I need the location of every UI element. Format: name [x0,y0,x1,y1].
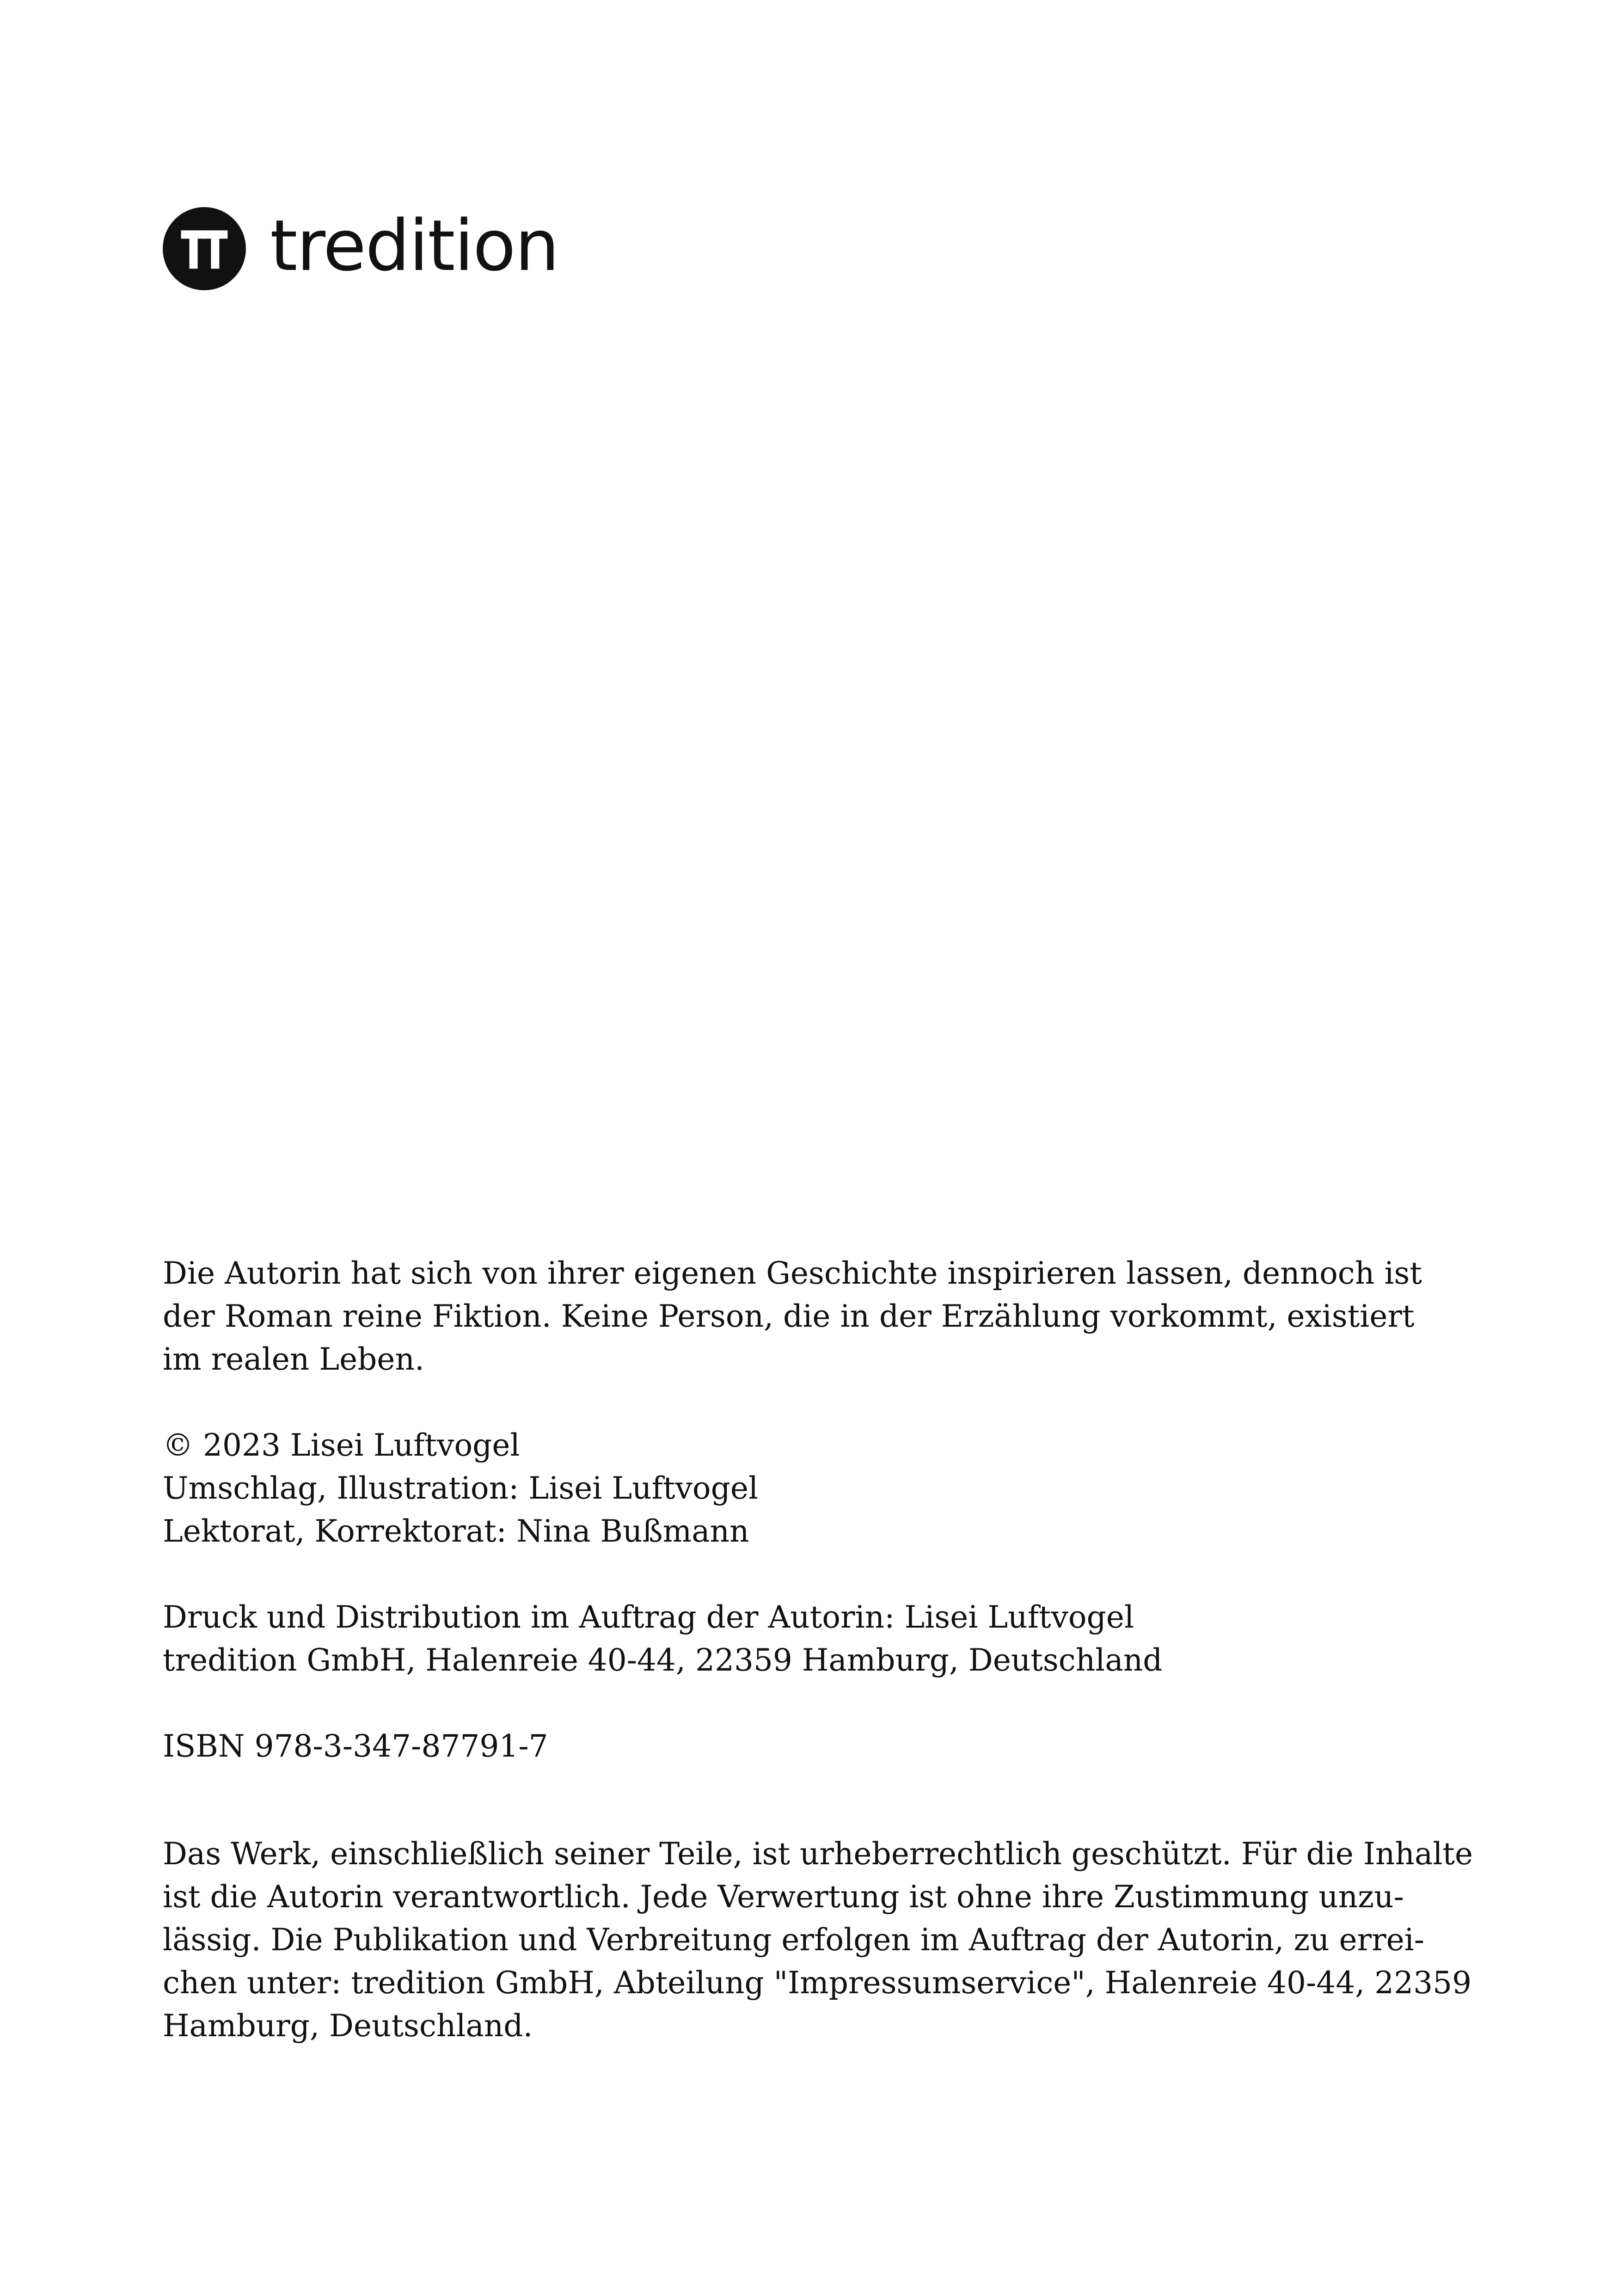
credits-paragraph [163,1424,1434,1553]
legal-paragraph [163,1832,1473,2047]
legal-line: Hamburg, Deutschland. [163,2008,533,2044]
copyright-line: © 2023 Lisei Luftvogel [163,1427,520,1463]
distribution-paragraph [163,1596,1434,1682]
legal-line: lässig. Die Publikation und Verbreitung erfolgen im Auftrag der Autorin, zu errei- [163,1922,1425,1958]
legal-line: Das Werk, einschließlich seiner Teile, ist urheberrechtlich geschützt. Für die Inhalte [163,1836,1473,1872]
tredition-tt-circle-icon [163,207,246,290]
disclaimer-line: im realen Leben. [163,1341,424,1377]
distribution-line: Druck und Distribution im Auftrag der Autorin: Lisei Luftvogel [163,1599,1134,1635]
publisher-logo [163,206,558,291]
publisher-wordmark: tredition [270,204,559,287]
imprint-block [163,1252,1473,2047]
disclaimer-line: Die Autorin hat sich von ihrer eigenen Geschichte inspirieren lassen, dennoch ist [163,1255,1422,1291]
cover-credit-line: Umschlag, Illustration: Lisei Luftvogel [163,1470,759,1506]
isbn-line: ISBN 978-3-347-87791-7 [163,1728,548,1764]
editing-credit-line: Lektorat, Korrektorat: Nina Bußmann [163,1513,749,1549]
publisher-address-line: tredition GmbH, Halenreie 40-44, 22359 Hamburg, Deutschland [163,1642,1163,1678]
legal-line: ist die Autorin verantwortlich. Jede Verwertung ist ohne ihre Zustimmung unzu- [163,1879,1404,1915]
disclaimer-line: der Roman reine Fiktion. Keine Person, die in der Erzählung vorkommt, existiert [163,1298,1415,1334]
legal-line: chen unter: tredition GmbH, Abteilung "Impressumservice", Halenreie 40-44, 22359 [163,1965,1472,2001]
disclaimer-paragraph [163,1252,1434,1381]
